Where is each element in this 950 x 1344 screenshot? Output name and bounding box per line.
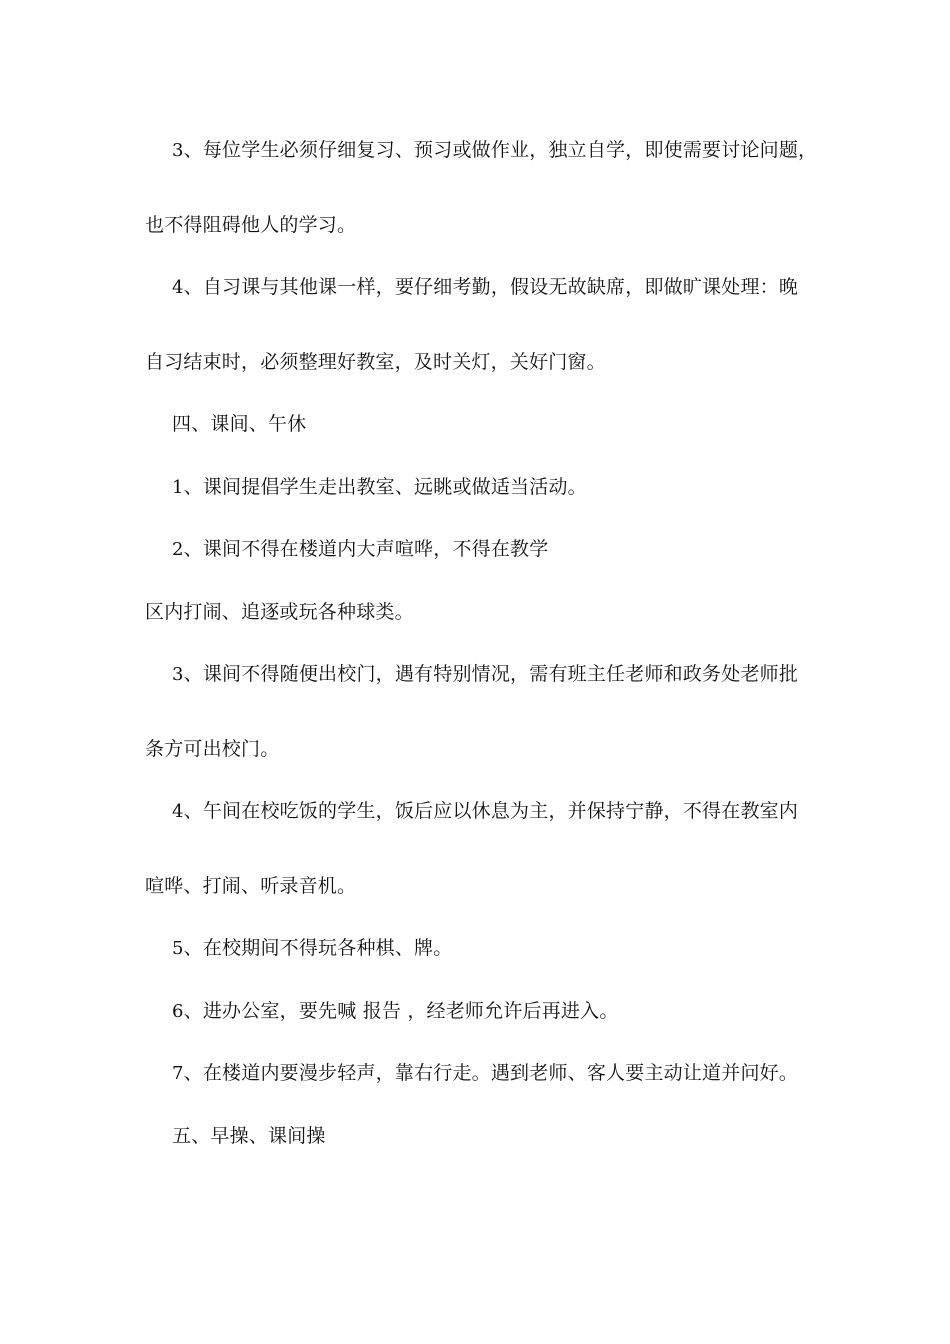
item-number: 4 [172,277,184,298]
line-text: 、在校期间不得玩各种棋、牌。 [183,937,453,959]
item-number: 3 [172,664,184,685]
line-text: 也不得阻碍他人的学习。 [145,214,357,236]
item-3-line-1 [172,662,798,687]
line-text: 区内打闹、追逐或玩各种球类。 [145,601,414,623]
item-5 [172,936,452,961]
item-number: 5 [172,938,184,959]
line-text: 、自习课与其他课一样，要仔细考勤，假设无故缺席，即做旷课处理：晚 [183,276,799,298]
section-heading-4 [172,412,306,436]
line-text: 、进办公室，要先喊 报告 ，经老师允许后再进入。 [183,1000,619,1022]
line-text: 、午间在校吃饭的学生，饭后应以休息为主，并保持宁静，不得在教室内 [183,800,799,822]
line-text: 、课间提倡学生走出教室、远眺或做适当活动。 [183,476,587,498]
paragraph-3-line-1 [172,138,817,163]
item-2-line-2 [145,600,414,624]
paragraph-4-line-1 [172,275,798,300]
item-2-line-1 [172,537,548,562]
item-6 [172,999,619,1024]
line-text: 自习结束时，必须整理好教室，及时关灯，关好门窗。 [145,351,606,373]
item-number: 1 [172,477,184,498]
line-text: 、课间不得随便出校门，遇有特别情况，需有班主任老师和政务处老师批 [183,663,799,685]
item-number: 2 [172,539,184,560]
item-1 [172,475,587,500]
item-7 [172,1061,798,1086]
line-text: 、在楼道内要漫步轻声，靠右行走。遇到老师、客人要主动让道并问好。 [183,1062,799,1084]
line-text: 喧哗、打闹、听录音机。 [145,875,357,897]
item-number: 3 [172,140,184,161]
line-text: 、每位学生必须仔细复习、预习或做作业，独立自学，即使需要讨论问题， [183,139,818,161]
line-text: 条方可出校门。 [145,738,280,760]
item-4-line-1 [172,799,798,824]
paragraph-3-line-2 [145,213,356,237]
heading-text: 五、早操、课间操 [172,1125,326,1147]
line-text: 、课间不得在楼道内大声喧哗，不得在教学 [183,538,549,560]
item-3-line-2 [145,737,279,761]
paragraph-4-line-2 [145,350,606,374]
item-number: 4 [172,801,184,822]
item-number: 7 [172,1063,184,1084]
item-number: 6 [172,1001,184,1022]
heading-text: 四、课间、午休 [172,413,307,435]
item-4-line-2 [145,874,356,898]
section-heading-5 [172,1124,326,1148]
